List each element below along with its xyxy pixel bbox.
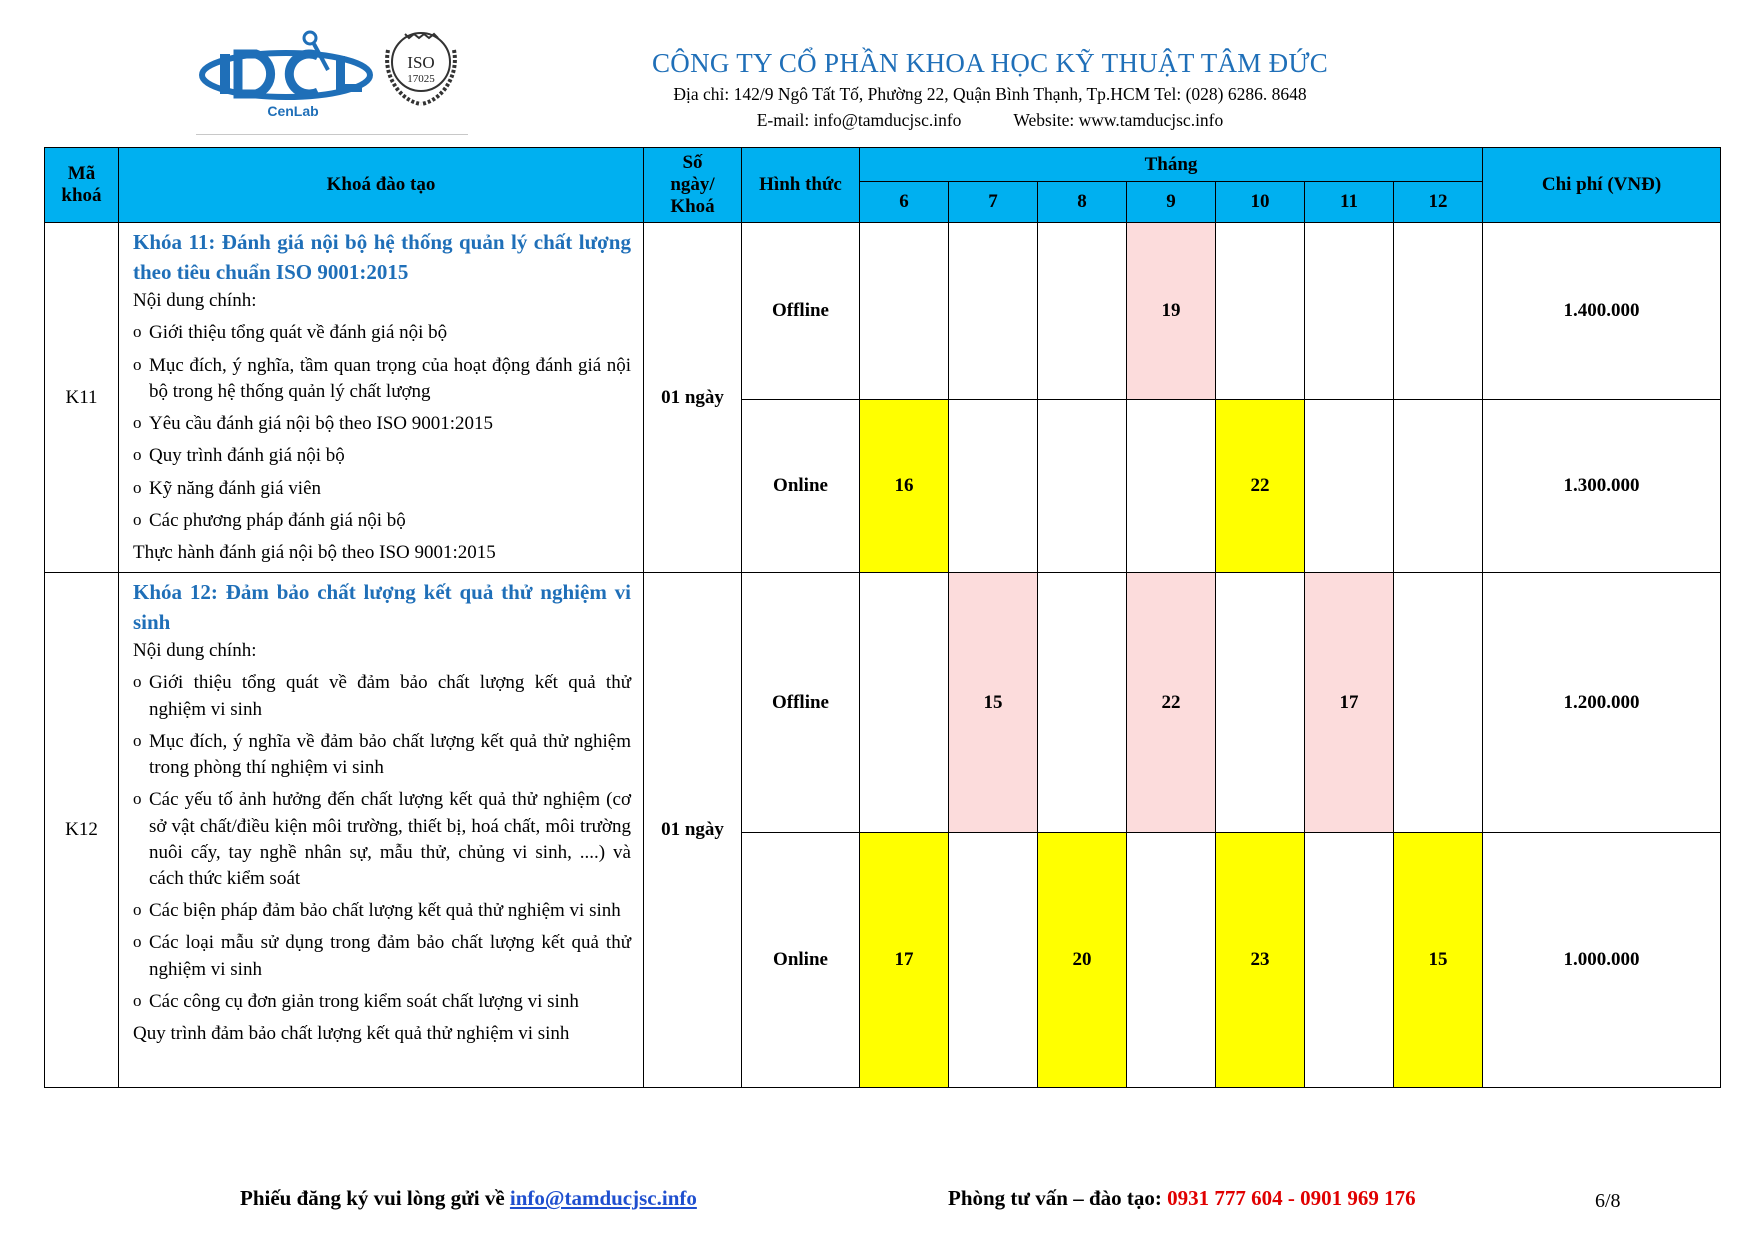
course-practice: Quy trình đảm bảo chất lượng kết quả thử nghiệm vi sinh	[133, 1023, 570, 1045]
company-header	[520, 48, 1460, 131]
header-month: 9	[1127, 182, 1216, 223]
month-cell: 19	[1127, 223, 1216, 400]
bullet-text: Các phương pháp đánh giá nội bộ	[149, 509, 406, 531]
course-bullet	[133, 508, 631, 534]
bullet-marker: o	[133, 932, 142, 952]
bullet-text: Các biện pháp đảm bảo chất lượng kết quả thử nghiệm vi sinh	[149, 900, 621, 922]
mode-online: Online	[742, 400, 860, 573]
bullet-marker: o	[133, 509, 142, 529]
consult-contact	[948, 1186, 1416, 1211]
month-cell: 22	[1216, 400, 1305, 573]
bullet-marker: o	[133, 730, 142, 750]
bullet-marker: o	[133, 990, 142, 1010]
month-cell	[860, 223, 949, 400]
register-email-link[interactable]: info@tamducjsc.info	[509, 1186, 697, 1210]
course-description	[119, 223, 644, 573]
month-cell	[1127, 400, 1216, 573]
course-subtitle: Nội dung chính:	[133, 289, 257, 311]
month-cell: 17	[860, 833, 949, 1088]
bullet-text: Mục đích, ý nghĩa về đảm bảo chất lượng kết quả thử nghiệm trong phòng thí nghiệm vi sinh	[149, 730, 631, 779]
header-month: 6	[860, 182, 949, 223]
month-cell: 15	[1394, 833, 1483, 1088]
course-practice: Thực hành đánh giá nội bộ theo ISO 9001:2015	[133, 542, 496, 563]
month-cell	[1305, 400, 1394, 573]
month-cell: 20	[1038, 833, 1127, 1088]
course-bullet	[133, 353, 631, 405]
bullet-marker: o	[133, 789, 142, 809]
bullet-marker: o	[133, 354, 142, 374]
cenlab-logo	[198, 30, 388, 120]
mode-offline: Offline	[742, 223, 860, 400]
company-logo-area	[190, 14, 480, 129]
month-cell	[949, 223, 1038, 400]
course-title: Khóa 12: Đảm bảo chất lượng kết quả thử nghiệm vi sinh	[133, 580, 631, 635]
month-cell	[1127, 833, 1216, 1088]
bullet-text: Giới thiệu tổng quát về đánh giá nội bộ	[149, 322, 448, 344]
course-days: 01 ngày	[644, 223, 742, 573]
course-bullet	[133, 898, 631, 924]
table-row	[45, 223, 1721, 400]
month-cell: 23	[1216, 833, 1305, 1088]
bullet-marker: o	[133, 477, 142, 497]
register-note	[240, 1186, 697, 1211]
register-text: Phiếu đăng ký vui lòng gửi về	[240, 1186, 510, 1210]
header-days-line: Khoá	[670, 195, 715, 217]
mode-offline: Offline	[742, 573, 860, 833]
table-row	[45, 573, 1721, 833]
iso-number: 17025	[407, 73, 435, 85]
course-bullet	[133, 989, 631, 1015]
company-email: E-mail: info@tamducjsc.info	[756, 110, 962, 130]
header-code	[45, 148, 119, 223]
month-cell	[1394, 400, 1483, 573]
bullet-text: Quy trình đánh giá nội bộ	[149, 445, 345, 467]
consult-label: Phòng tư vấn – đào tạo:	[948, 1186, 1168, 1210]
bullet-text: Các yếu tố ảnh hưởng đến chất lượng kết quả thử nghiệm (cơ sở vật chất/điều kiện môi trường, thiết bị, hoá chất, môi trường nuôi cấy, tay nghề nhân sự, mẫu thử, chủng vi sinh, ....) và cách thức kiểm soát	[149, 789, 631, 889]
course-fee: 1.300.000	[1483, 400, 1721, 573]
course-fee: 1.400.000	[1483, 223, 1721, 400]
bullet-marker: o	[133, 413, 142, 433]
header-mode: Hình thức	[742, 148, 860, 223]
bullet-text: Mục đích, ý nghĩa, tầm quan trọng của hoạt động đánh giá nội bộ trong hệ thống quản lý chất lượng	[149, 354, 631, 402]
month-cell	[949, 400, 1038, 573]
bullet-marker: o	[133, 322, 142, 342]
course-code: K12	[45, 573, 119, 1088]
bullet-marker: o	[133, 672, 142, 692]
header-month: 12	[1394, 182, 1483, 223]
header-course: Khoá đào tạo	[119, 148, 644, 223]
bullet-text: Yêu cầu đánh giá nội bộ theo ISO 9001:2015	[149, 413, 494, 435]
course-bullet	[133, 476, 631, 502]
course-code: K11	[45, 223, 119, 573]
month-cell: 15	[949, 573, 1038, 833]
course-subtitle: Nội dung chính:	[133, 639, 257, 661]
header-month-group: Tháng	[860, 148, 1483, 182]
bullet-text: Các công cụ đơn giản trong kiểm soát chất lượng vi sinh	[149, 990, 579, 1012]
page-number: 6/8	[1595, 1190, 1621, 1212]
month-cell	[1038, 400, 1127, 573]
month-cell	[949, 833, 1038, 1088]
company-name: CÔNG TY CỔ PHẦN KHOA HỌC KỸ THUẬT TÂM ĐỨC	[651, 48, 1329, 78]
course-bullet	[133, 930, 631, 982]
month-cell	[1394, 223, 1483, 400]
course-days: 01 ngày	[644, 573, 742, 1088]
month-cell	[1038, 223, 1127, 400]
month-cell: 17	[1305, 573, 1394, 833]
course-fee: 1.000.000	[1483, 833, 1721, 1088]
course-description	[119, 573, 644, 1088]
logo-underline	[196, 134, 468, 135]
month-cell	[860, 573, 949, 833]
month-cell	[1216, 223, 1305, 400]
header-days	[644, 148, 742, 223]
course-title: Khóa 11: Đánh giá nội bộ hệ thống quản lý chất lượng theo tiêu chuẩn ISO 9001:2015	[133, 230, 631, 285]
training-schedule-table	[44, 147, 1721, 1088]
month-cell	[1038, 573, 1127, 833]
logo-text: CenLab	[267, 103, 319, 119]
header-code-line: khoá	[61, 185, 102, 206]
iso-text: ISO	[407, 53, 435, 72]
header-month: 10	[1216, 182, 1305, 223]
bullet-marker: o	[133, 900, 142, 920]
bullet-text: Kỹ năng đánh giá viên	[149, 477, 322, 499]
company-contact	[520, 110, 1460, 131]
course-bullet	[133, 411, 631, 437]
month-cell: 22	[1127, 573, 1216, 833]
consult-phones: 0931 777 604 - 0901 969 176	[1167, 1186, 1416, 1210]
month-cell	[1305, 833, 1394, 1088]
header-days-line: Số	[682, 152, 703, 174]
month-cell	[1305, 223, 1394, 400]
header-fee: Chi phí (VNĐ)	[1483, 148, 1721, 223]
course-bullet	[133, 787, 631, 892]
header-month: 7	[949, 182, 1038, 223]
header-month: 8	[1038, 182, 1127, 223]
month-cell: 16	[860, 400, 949, 573]
header-days-line: ngày/	[670, 174, 715, 196]
month-cell	[1394, 573, 1483, 833]
header-code-line: Mã	[67, 163, 96, 185]
course-bullet	[133, 670, 631, 722]
mode-online: Online	[742, 833, 860, 1088]
course-bullet	[133, 320, 631, 346]
company-website: Website: www.tamducjsc.info	[1013, 110, 1224, 130]
course-bullet	[133, 443, 631, 469]
month-cell	[1216, 573, 1305, 833]
header-month: 11	[1305, 182, 1394, 223]
company-address: Địa chỉ: 142/9 Ngô Tất Tố, Phường 22, Quận Bình Thạnh, Tp.HCM Tel: (028) 6286. 8648	[673, 84, 1307, 104]
iso-17025-seal	[380, 20, 462, 112]
bullet-text: Các loại mẫu sử dụng trong đảm bảo chất lượng kết quả thử nghiệm vi sinh	[149, 932, 631, 980]
course-bullet	[133, 729, 631, 781]
bullet-text: Giới thiệu tổng quát về đảm bảo chất lượng kết quả thử nghiệm vi sinh	[149, 672, 631, 720]
course-fee: 1.200.000	[1483, 573, 1721, 833]
bullet-marker: o	[133, 445, 142, 465]
